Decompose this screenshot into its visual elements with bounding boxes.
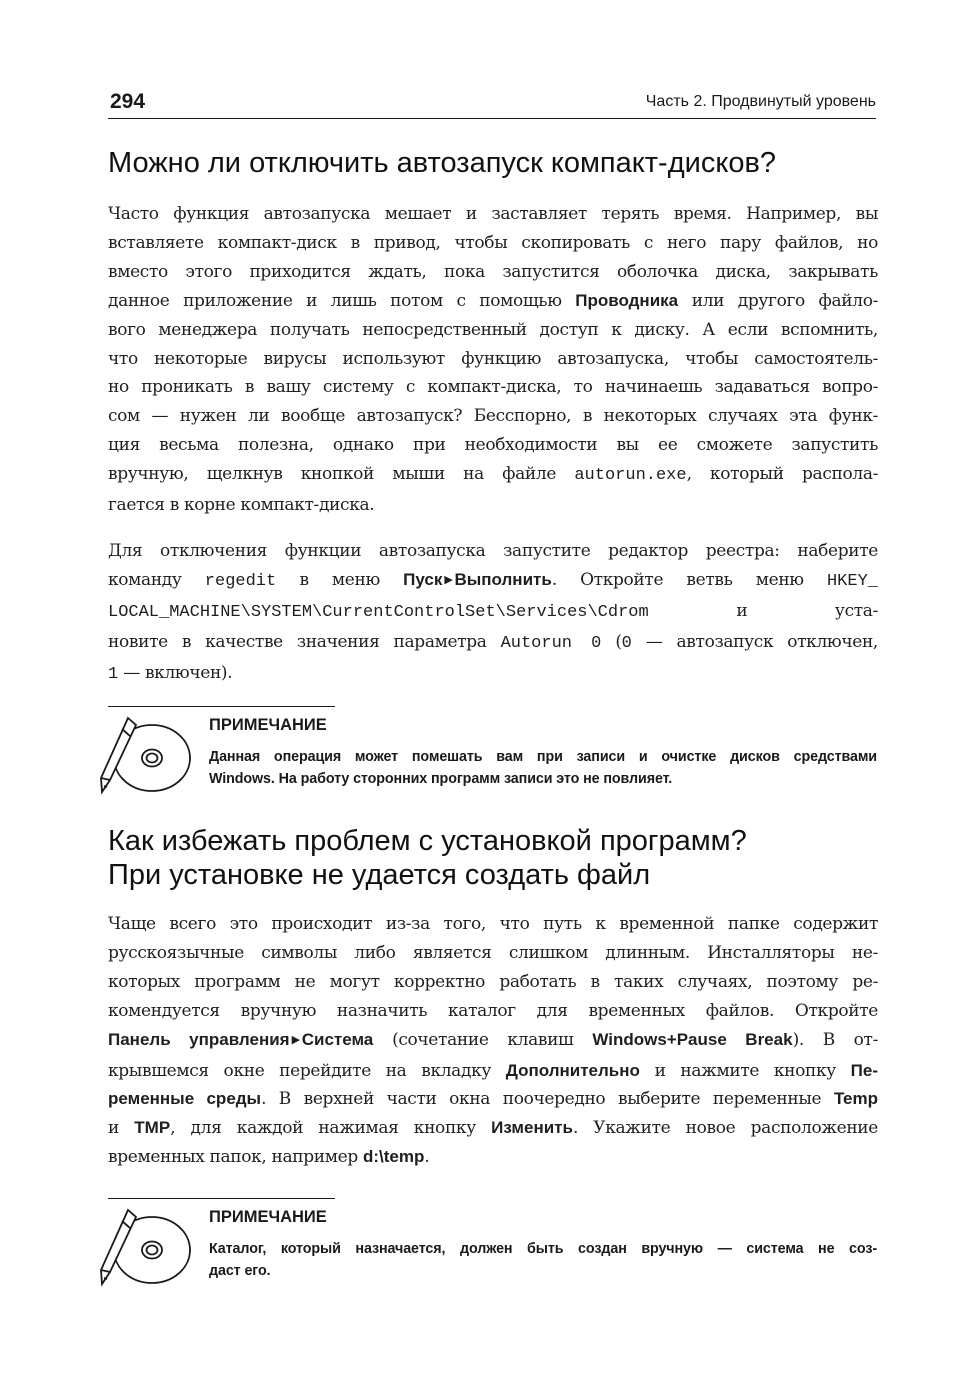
running-head: Часть 2. Продвинутый уровень	[645, 93, 876, 110]
code-autorun-param: Autorun 0	[500, 633, 602, 653]
text-line: но проникать в вашу систему с компакт-диска, то начинаешь задаваться вопро-	[108, 377, 878, 398]
text-line: ция весьма полезна, однако при необходимости вы ее сможете запустить	[108, 435, 878, 456]
text-line: Часто функция автозапуска мешает и заставляет терять время. Например, вы	[108, 204, 878, 224]
menu-control-panel: Панель управления	[108, 1029, 290, 1049]
text-line: Панель управления ▶ Система (сочетание клавиш Windows+Pause Break). В от-	[108, 1026, 878, 1057]
button-edit: Изменить	[491, 1118, 573, 1138]
text-line: Для отключения функции автозапуска запустите редактор реестра: наберите	[108, 541, 878, 561]
note-box	[96, 706, 886, 806]
note-line: даст его.	[209, 1263, 271, 1279]
code-regedit: regedit	[204, 571, 277, 591]
note-title: ПРИМЕЧАНИЕ	[209, 716, 327, 734]
paragraph-install-temp	[108, 910, 878, 1172]
text-line: вставляете компакт-диск в привод, чтобы скопировать с него пару файлов, но	[108, 232, 878, 253]
menu-arrow-icon: ▶	[291, 1032, 300, 1046]
note-line: Windows. На работу сторонних программ записи это не повлияет.	[209, 771, 673, 787]
var-tmp: TMP	[134, 1118, 171, 1138]
code-zero: 0	[621, 633, 632, 653]
note-text	[209, 1238, 877, 1282]
text-line: сом — нужен ли вообще автозапуск? Бесспорно, в некоторых случаях эта функ-	[108, 406, 878, 427]
text-line: русскоязычные символы либо является слишком длинным. Инсталляторы не-	[108, 942, 878, 963]
note-line: Каталог, который назначается, должен быть создан вручную — система не соз-	[209, 1241, 877, 1257]
button-env-vars: ременные среды	[108, 1089, 262, 1109]
code-registry-path: HKEY_	[826, 571, 878, 591]
text-line: что некоторые вирусы используют функцию автозапуска, чтобы самостоятель-	[108, 348, 878, 369]
tab-advanced: Дополнительно	[505, 1060, 640, 1080]
text-line: 1 — включен).	[108, 662, 233, 684]
menu-system: Система	[301, 1029, 374, 1049]
text-line: и TMP, для каждой нажимая кнопку Изменить. Укажите новое расположение	[108, 1118, 878, 1139]
note-line: Данная операция может помешать вам при записи и очистке дисков средствами	[209, 749, 877, 765]
text-line: Чаще всего это происходит из-за того, что путь к временной папке содержит	[108, 914, 878, 934]
text-line: временных папок, например d:\temp.	[108, 1147, 430, 1168]
text-line: ременные среды. В верхней части окна поочередно выберите переменные Temp	[108, 1089, 879, 1110]
text-line: гается в корне компакт-диска.	[108, 495, 375, 516]
section-title-install	[108, 824, 878, 892]
menu-run: Выполнить	[454, 569, 552, 589]
note-rule	[108, 1198, 335, 1199]
text-line: данное приложение и лишь потом с помощью Проводника или другого файло-	[108, 290, 878, 311]
code-registry-path: LOCAL_MACHINE\SYSTEM\CurrentControlSet\Services\Cdrom	[108, 602, 649, 622]
page-number: 294	[110, 90, 146, 113]
note-text	[209, 746, 877, 790]
note-rule	[108, 706, 335, 707]
paragraph-autorun-intro	[108, 200, 878, 520]
menu-start: Пуск	[403, 569, 443, 589]
text-line: новите в качестве значения параметра Autorun 0 (0 — автозапуск отключен,	[108, 631, 878, 653]
term-explorer: Проводника	[575, 290, 679, 310]
text-line: вручную, щелкнув кнопкой мыши на файле autorun.exe, который распола-	[108, 464, 878, 486]
text-line: комендуется вручную назначить каталог для временных файлов. Откройте	[108, 1000, 878, 1021]
text-line: команду regedit в меню Пуск ▶ Выполнить. Откройте ветвь меню HKEY_	[108, 566, 878, 597]
section-title-autorun: Можно ли отключить автозапуск компакт-дисков?	[108, 147, 777, 179]
text-line: вого менеджера получать непосредственный доступ к диску. А если вспомнить,	[108, 319, 878, 340]
code-one: 1	[108, 664, 119, 684]
path-temp: d:\temp	[362, 1147, 425, 1167]
code-autorun-exe: autorun.exe	[574, 466, 687, 486]
text-line: вместо этого приходится ждать, пока запустится оболочка диска, закрывать	[108, 261, 878, 282]
text-line: LOCAL_MACHINE\SYSTEM\CurrentControlSet\Services\Cdrom и уста-	[108, 600, 878, 622]
note-box	[96, 1198, 886, 1298]
key-combo: Windows+Pause Break	[592, 1029, 793, 1049]
menu-arrow-icon: ▶	[444, 572, 453, 586]
note-title: ПРИМЕЧАНИЕ	[209, 1208, 327, 1226]
title-line: При установке не удается создать файл	[108, 859, 651, 891]
page-header	[108, 88, 876, 119]
text-line: которых программ не могут корректно работать в таких случаях, поэтому ре-	[108, 971, 878, 992]
title-line: Как избежать проблем с установкой программ?	[108, 825, 747, 857]
note-pencil-disc-icon	[96, 1204, 196, 1289]
var-temp: Temp	[833, 1089, 879, 1109]
paragraph-autorun-registry	[108, 537, 878, 690]
note-pencil-disc-icon	[96, 712, 196, 797]
button-env-vars: Пе-	[850, 1060, 878, 1080]
text-line: крывшемся окне перейдите на вкладку Дополнительно и нажмите кнопку Пе-	[108, 1060, 878, 1081]
